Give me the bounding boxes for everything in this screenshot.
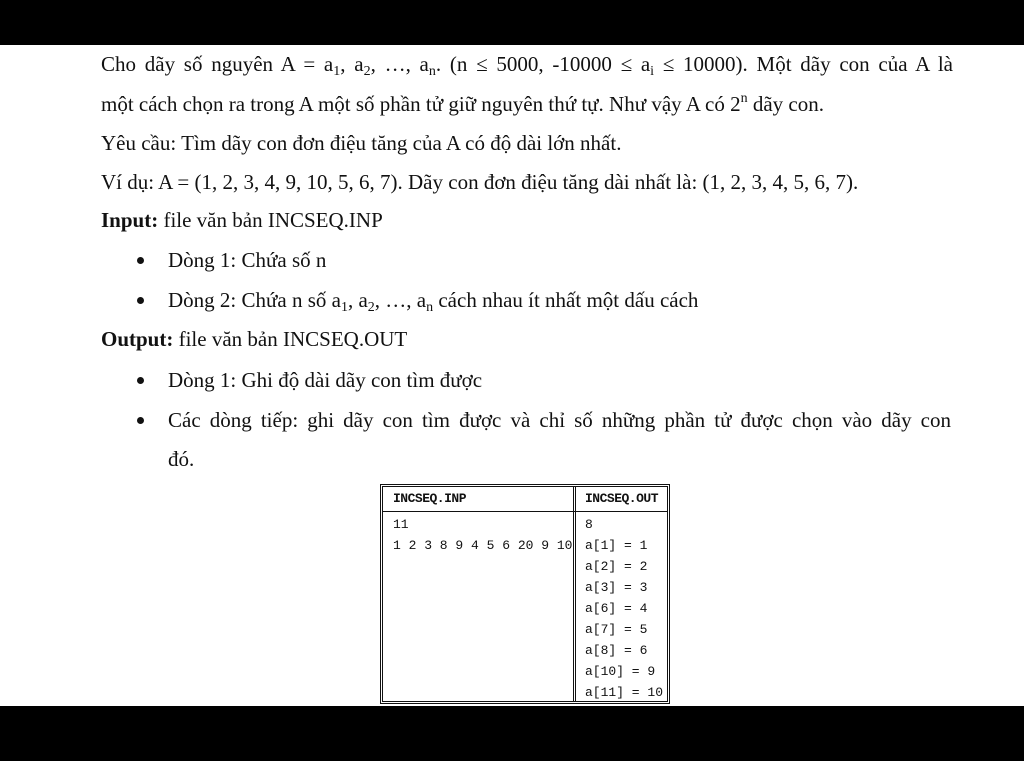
input-label: Input: <box>101 208 159 232</box>
text-fragment: Dòng 2: Chứa n số a <box>168 288 341 312</box>
header-inp: INCSEQ.INP <box>393 491 467 506</box>
output-description: file văn bản INCSEQ.OUT <box>173 327 408 351</box>
out-line: a[7] = 5 <box>585 622 648 637</box>
bullet-icon <box>137 417 147 427</box>
out-line: a[10] = 9 <box>585 664 656 679</box>
subscript: 2 <box>363 64 371 79</box>
bullet-icon <box>137 257 147 267</box>
text-fragment: một cách chọn ra trong A một số phần tử giữ nguyên thứ tự. Như vậy A có 2 <box>101 92 741 116</box>
problem-line-2 <box>101 92 961 116</box>
text-fragment: , a <box>340 52 364 76</box>
text-fragment: Cho dãy số nguyên A = a <box>101 52 334 76</box>
output-heading <box>101 327 961 351</box>
text-fragment: , …, a <box>374 288 427 312</box>
input-item-2 <box>168 288 958 315</box>
output-item-1: Dòng 1: Ghi độ dài dãy con tìm được <box>168 368 483 392</box>
output-item-2-line-1: Các dòng tiếp: ghi dãy con tìm được và chỉ số những phần tử được chọn vào dãy con <box>168 408 951 432</box>
problem-line-1 <box>101 52 954 79</box>
sample-io-table <box>380 484 670 704</box>
out-line: a[2] = 2 <box>585 559 648 574</box>
subscript: 2 <box>367 300 375 315</box>
out-line: 8 <box>585 517 593 532</box>
input-description: file văn bản INCSEQ.INP <box>158 208 383 232</box>
out-line: a[6] = 4 <box>585 601 648 616</box>
example-text: Ví dụ: A = (1, 2, 3, 4, 9, 10, 5, 6, 7). Dãy con đơn điệu tăng dài nhất là: (1, 2, 3, 4, 5, 6, 7). <box>101 170 859 194</box>
superscript: n <box>740 91 748 106</box>
subscript: 1 <box>333 64 341 79</box>
out-line: a[8] = 6 <box>585 643 648 658</box>
requirement-text: Yêu cầu: Tìm dãy con đơn điệu tăng của A có độ dài lớn nhất. <box>101 131 622 155</box>
bullet-icon <box>137 377 147 387</box>
input-item-1: Dòng 1: Chứa số n <box>168 248 327 272</box>
document-page <box>0 45 1024 706</box>
input-heading <box>101 208 961 232</box>
text-fragment: , a <box>347 288 368 312</box>
out-line: a[11] = 10 <box>585 685 664 700</box>
subscript: n <box>426 300 434 315</box>
output-item-2-line-2: đó. <box>168 447 195 471</box>
out-line: a[3] = 3 <box>585 580 648 595</box>
text-fragment: dãy con. <box>747 92 824 116</box>
output-label: Output: <box>101 327 174 351</box>
subscript: i <box>650 64 655 79</box>
text-fragment: ≤ 10000). Một dãy con của A là <box>654 52 954 76</box>
text-fragment: . (n ≤ 5000, -10000 ≤ a <box>435 52 651 76</box>
text-fragment: , …, a <box>370 52 429 76</box>
inp-line: 11 <box>393 517 409 532</box>
header-divider <box>383 511 667 512</box>
subscript: n <box>428 64 436 79</box>
out-line: a[1] = 1 <box>585 538 648 553</box>
text-fragment: cách nhau ít nhất một dấu cách <box>433 288 699 312</box>
header-out: INCSEQ.OUT <box>585 491 659 506</box>
inp-line: 1 2 3 8 9 4 5 6 20 9 10 <box>393 538 573 553</box>
subscript: 1 <box>340 300 348 315</box>
column-divider <box>573 487 576 701</box>
bullet-icon <box>137 297 147 307</box>
